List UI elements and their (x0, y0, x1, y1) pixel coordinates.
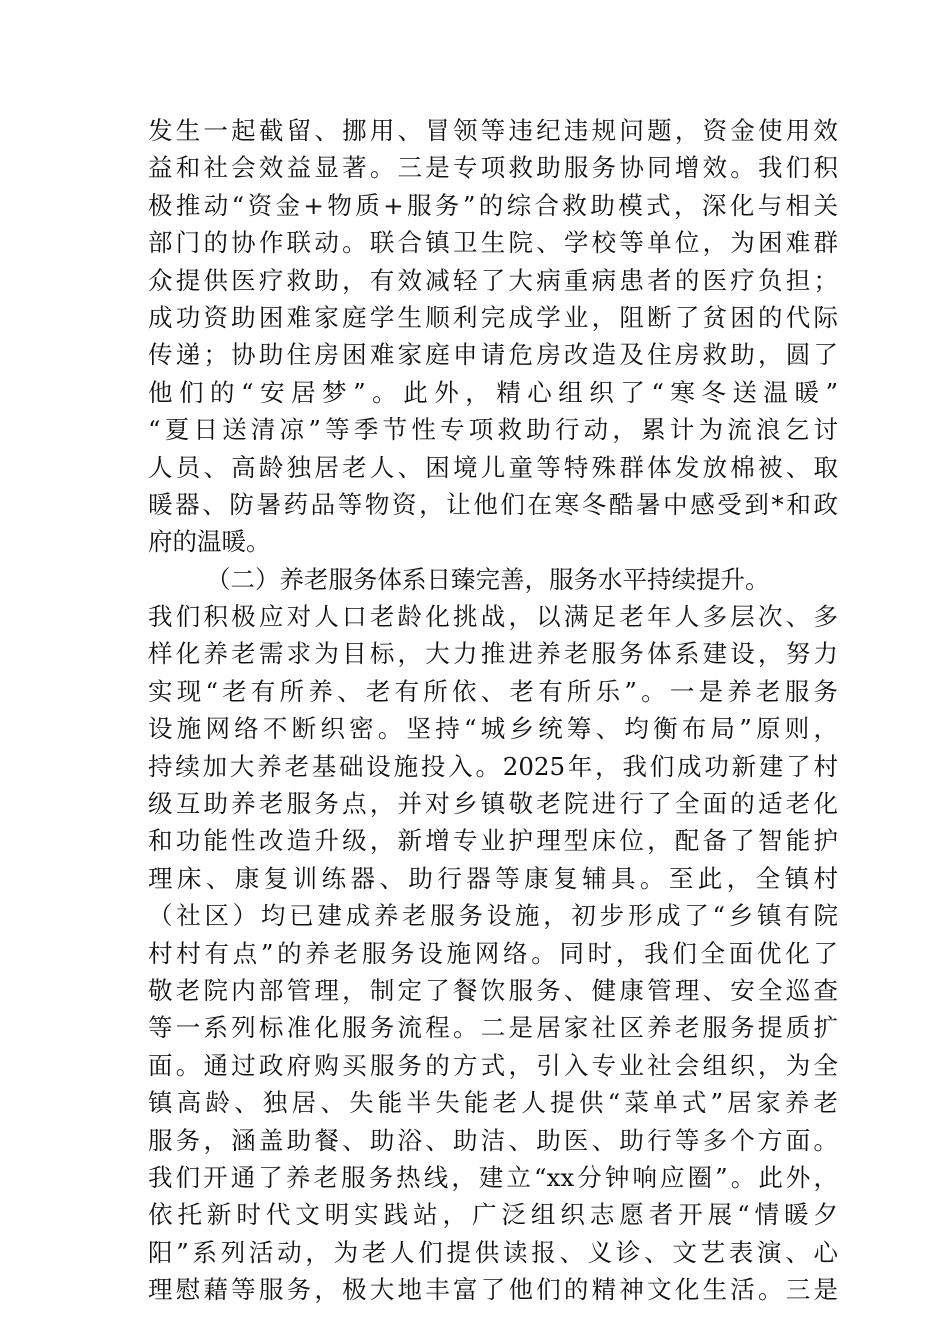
text-line: 人员、高龄独居老人、困境儿童等特殊群体发放棉被、取 (148, 452, 838, 482)
text-line: 众提供医疗救助，有效减轻了大病重病患者的医疗负担； (148, 265, 838, 295)
text-line: 阳”系列活动，为老人们提供读报、义诊、文艺表演、心 (148, 1237, 838, 1267)
text-line: 村村有点”的养老服务设施网络。同时，我们全面优化了 (148, 938, 838, 968)
text-line: “夏日送清凉”等季节性专项救助行动，累计为流浪乞讨 (148, 415, 838, 445)
text-line: 理床、康复训练器、助行器等康复辅具。至此，全镇村 (148, 863, 838, 893)
text-line: 设施网络不断织密。坚持“城乡统筹、均衡布局”原则， (148, 714, 838, 744)
text-line: 发生一起截留、挪用、冒领等违纪违规问题，资金使用效 (148, 116, 838, 145)
text-line: 我们积极应对人口老龄化挑战，以满足老年人多层次、多 (148, 602, 838, 632)
text-line: 我们开通了养老服务热线，建立“xx分钟响应圈”。此外， (148, 1162, 838, 1192)
text-line: 依托新时代文明实践站，广泛组织志愿者开展“情暖夕 (148, 1200, 838, 1230)
text-line: 级互助养老服务点，并对乡镇敬老院进行了全面的适老化 (148, 789, 838, 819)
text-line: 服务，涵盖助餐、助浴、助洁、助医、助行等多个方面。 (148, 1125, 838, 1155)
text-line: 面。通过政府购买服务的方式，引入专业社会组织，为全 (148, 1050, 838, 1080)
section-heading: （二）养老服务体系日臻完善，服务水平持续提升。 (206, 564, 770, 594)
text-line: 持续加大养老基础设施投入。2025年，我们成功新建了村 (148, 751, 838, 781)
text-line: 等一系列标准化服务流程。二是居家社区养老服务提质扩 (148, 1013, 838, 1043)
text-line: 实现“老有所养、老有所依、老有所乐”。一是养老服务 (148, 676, 838, 706)
text-line: 部门的协作联动。联合镇卫生院、学校等单位，为困难群 (148, 228, 838, 258)
text-line: 府的温暖。 (148, 527, 271, 557)
text-line: 和功能性改造升级，新增专业护理型床位，配备了智能护 (148, 826, 838, 856)
text-line: 他们的“安居梦”。此外，精心组织了“寒冬送温暖” (148, 377, 838, 407)
text-line: 镇高龄、独居、失能半失能老人提供“菜单式”居家养老 (148, 1088, 838, 1118)
text-line: 传递；协助住房困难家庭申请危房改造及住房救助，圆了 (148, 340, 838, 370)
text-line: 理慰藉等服务，极大地丰富了他们的精神文化生活。三是 (148, 1275, 838, 1305)
text-line: 暖器、防暑药品等物资，让他们在寒冬酷暑中感受到*和政 (148, 489, 838, 519)
text-line: 成功资助困难家庭学生顺利完成学业，阻断了贫困的代际 (148, 302, 838, 332)
body-text (148, 112, 838, 1309)
text-line: 益和社会效益显著。三是专项救助服务协同增效。我们积 (148, 153, 838, 183)
text-line: 样化养老需求为目标，大力推进养老服务体系建设，努力 (148, 639, 838, 669)
text-line: 敬老院内部管理，制定了餐饮服务、健康管理、安全巡查 (148, 975, 838, 1005)
text-line: （社区）均已建成养老服务设施，初步形成了“乡镇有院 (148, 901, 838, 931)
text-line: 极推动“资金+物质+服务”的综合救助模式，深化与相关 (148, 190, 838, 220)
